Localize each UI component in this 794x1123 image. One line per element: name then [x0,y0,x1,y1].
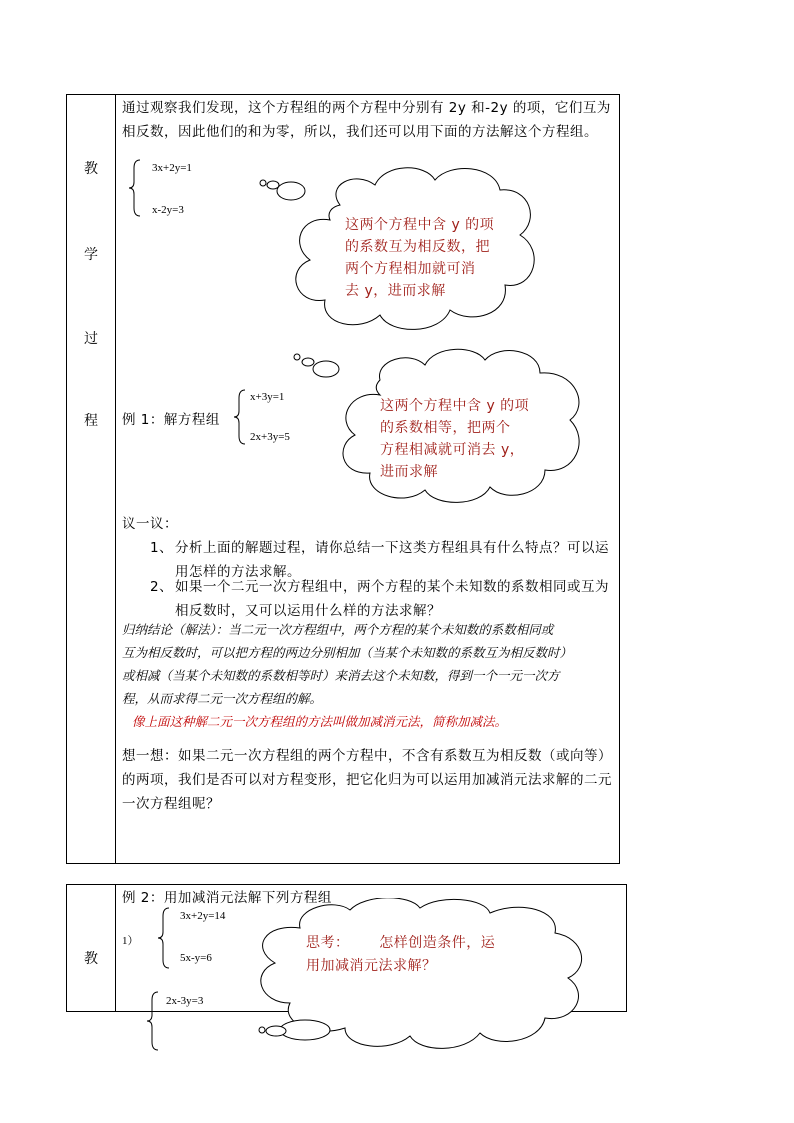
table-border-left [66,94,67,864]
intro-paragraph: 通过观察我们发现，这个方程组的两个方程中分别有 2y 和-2y 的项，它们互为相反数，因此他们的和为零，所以，我们还可以用下面的方法解这个方程组。 [122,100,611,140]
cloud-text-line: 的系数相等，把两个 [380,420,511,436]
example-2-title: 例 2：用加减消元法解下列方程组 [122,890,332,906]
table-border-top [66,884,627,885]
table-border-bottom [66,863,620,864]
discuss-item-number: 2、 [150,579,174,595]
example-1-label: 例 1：解方程组 [122,412,220,428]
side-label-char: 过 [84,331,98,347]
equation: 3x+2y=1 [152,162,192,174]
think-line: 想一想：如果二元一次方程组的两个方程中，不含有系数互为相反数（或向等） [122,748,612,764]
discuss-item-number: 1、 [150,540,174,556]
conclusion-line: 程，从而求得二元一次方程组的解。 [122,691,323,706]
cloud-text-line: 进而求解 [380,464,438,480]
cloud-text-line: 这两个方程中含 y 的项 [380,398,530,414]
side-label-char: 学 [84,247,98,263]
table-column-divider [115,94,116,864]
discuss-item-text: 用怎样的方法求解。 [175,564,301,580]
left-brace-icon [128,158,144,218]
discuss-item-text: 分析上面的解题过程，请你总结一下这类方程组具有什么特点？可以运 [175,540,609,556]
table-border-top [66,94,620,95]
left-brace-icon [157,906,173,970]
definition-text: 像上面这种解二元一次方程组的方法叫做加减消元法，简称加减法。 [132,714,508,729]
left-brace-icon [146,990,162,1052]
think-line: 一次方程组呢？ [122,796,220,812]
equation: 5x-y=6 [180,952,212,964]
discuss-title: 议一议： [122,516,178,532]
item-number: 1） [122,935,139,947]
side-label-char: 程 [84,413,98,429]
equation: 2x-3y=3 [166,995,204,1007]
table-border-right [619,94,620,864]
cloud-text-line: 方程相减就可消去 y， [380,442,525,458]
cloud-text-line: 用加减消元法求解？ [306,958,437,974]
cloud-text-line: 这两个方程中含 y 的项 [345,217,495,233]
discuss-item-text: 如果一个二元一次方程组中，两个方程的某个未知数的系数相同或互为 [175,579,609,595]
table-border-right [626,884,627,1012]
think-line: 的两项，我们是否可以对方程变形，把它化归为可以运用加减消元法求解的二元 [122,772,612,788]
equation: 2x+3y=5 [250,431,290,443]
conclusion-line: 归纳结论（解法）：当二元一次方程组中，两个方程的某个未知数的系数相同或 [122,622,554,637]
equation: x+3y=1 [250,391,285,403]
left-brace-icon [233,388,249,446]
cloud-text-line: 去 y，进而求解 [345,283,446,299]
cloud-text-line: 的系数互为相反数，把 [345,239,490,255]
conclusion-line: 或相减（当某个未知数的系数相等时）来消去这个未知数，得到一个一元一次方 [122,668,560,683]
conclusion-line: 互为相反数时，可以把方程的两边分别相加（当某个未知数的系数互为相反数时） [122,645,573,660]
equation: 3x+2y=14 [180,910,226,922]
side-label-char: 教 [84,951,98,967]
cloud-text-line: 思考： 怎样创造条件，运 [306,935,496,951]
thought-cloud-icon [250,898,590,1060]
side-label-char: 教 [84,161,98,177]
discuss-item-text: 相反数时，又可以运用什么样的方法求解？ [175,603,441,619]
equation: x-2y=3 [152,204,184,216]
cloud-text-line: 两个方程相加就可消 [345,261,476,277]
table-column-divider [115,884,116,1012]
table-border-left [66,884,67,1012]
